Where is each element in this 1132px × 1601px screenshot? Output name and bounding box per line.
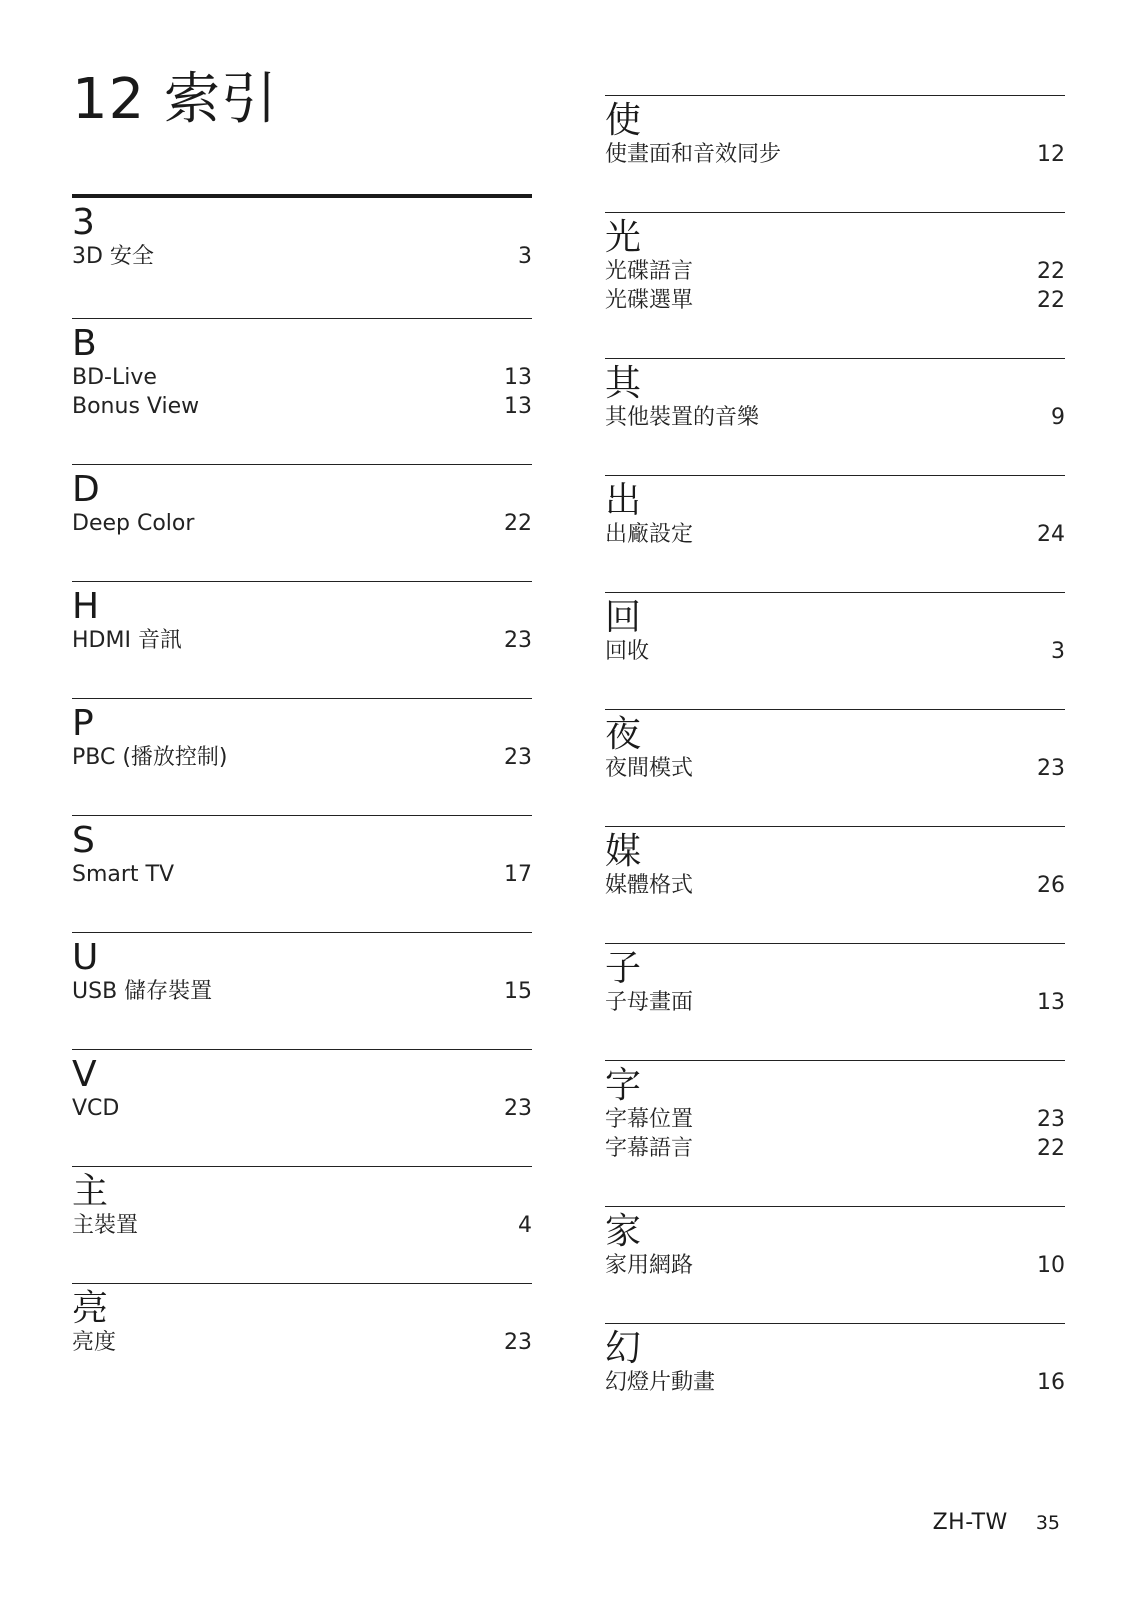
index-letter-heading: 光	[605, 217, 642, 258]
index-entry	[605, 1368, 1065, 1397]
index-letter-heading: U	[72, 937, 99, 978]
index-column-right	[605, 95, 1065, 1440]
index-entry-term: 回收	[605, 639, 650, 664]
index-entry	[72, 509, 532, 538]
index-entry-term: BD-Live	[72, 365, 157, 390]
index-section	[605, 1206, 1065, 1323]
index-entry-page: 23	[1037, 1107, 1065, 1132]
index-entry	[72, 860, 532, 889]
index-section	[605, 95, 1065, 212]
index-entry	[72, 743, 532, 772]
index-entry	[605, 1134, 1065, 1163]
index-entry-page: 13	[1037, 990, 1065, 1015]
index-entry-page: 12	[1037, 142, 1065, 167]
index-entry-term: 光碟語言	[605, 259, 694, 284]
index-letter-heading: 使	[605, 100, 642, 141]
index-entry-term: 字幕語言	[605, 1136, 694, 1161]
index-entry-page: 22	[1037, 288, 1065, 313]
page-title: 12 索引	[72, 67, 279, 132]
index-section	[605, 475, 1065, 592]
index-entry	[72, 392, 532, 421]
index-section	[72, 318, 532, 464]
index-entry-page: 13	[504, 365, 532, 390]
index-entry-page: 26	[1037, 873, 1065, 898]
index-entry-term: 夜間模式	[605, 756, 694, 781]
index-column-left	[72, 198, 532, 1400]
index-letter-heading: 幻	[605, 1328, 642, 1369]
index-section	[72, 1049, 532, 1166]
index-entry-term: 亮度	[72, 1330, 117, 1355]
index-letter-heading: 3	[72, 202, 95, 243]
index-entry-page: 22	[1037, 259, 1065, 284]
index-entry	[605, 286, 1065, 315]
index-entry-term: USB 儲存裝置	[72, 979, 213, 1004]
index-entry-term: 出廠設定	[605, 522, 694, 547]
index-entry	[72, 977, 532, 1006]
index-entry-page: 16	[1037, 1370, 1065, 1395]
index-letter-heading: 其	[605, 363, 642, 404]
index-entry-term: VCD	[72, 1096, 120, 1121]
index-letter-heading: H	[72, 586, 100, 627]
index-entry	[605, 637, 1065, 666]
index-entry	[605, 140, 1065, 169]
index-entry-term: 媒體格式	[605, 873, 694, 898]
index-entry	[72, 1328, 532, 1357]
index-entry-term: 主裝置	[72, 1213, 139, 1238]
index-letter-heading: B	[72, 323, 97, 364]
index-section	[72, 581, 532, 698]
index-entry-term: 子母畫面	[605, 990, 694, 1015]
footer-language-code: ZH-TW	[932, 1510, 1008, 1535]
index-letter-heading: 回	[605, 597, 642, 638]
index-entry-page: 13	[504, 394, 532, 419]
index-entry-term: Bonus View	[72, 394, 200, 419]
index-letter-heading: 子	[605, 948, 642, 989]
index-section	[605, 826, 1065, 943]
index-entry	[72, 626, 532, 655]
index-entry-term: 家用網路	[605, 1253, 694, 1278]
index-section	[72, 464, 532, 581]
index-entry-term: 3D 安全	[72, 244, 154, 269]
index-entry-term: PBC (播放控制)	[72, 745, 228, 770]
index-section	[605, 1060, 1065, 1206]
index-entry	[605, 1251, 1065, 1280]
index-section	[605, 709, 1065, 826]
index-letter-heading: D	[72, 469, 100, 510]
index-entry-page: 23	[504, 745, 532, 770]
index-entry	[605, 871, 1065, 900]
index-section	[72, 932, 532, 1049]
index-entry-term: Deep Color	[72, 511, 195, 536]
index-entry-term: 光碟選單	[605, 288, 694, 313]
index-section	[605, 592, 1065, 709]
index-letter-heading: 夜	[605, 714, 642, 755]
index-entry	[72, 242, 532, 271]
index-entry-page: 9	[1051, 405, 1065, 430]
index-entry	[605, 257, 1065, 286]
index-entry-page: 23	[504, 628, 532, 653]
index-entry-term: 使畫面和音效同步	[605, 142, 782, 167]
index-letter-heading: S	[72, 820, 95, 861]
index-entry-term: 其他裝置的音樂	[605, 405, 760, 430]
index-entry	[605, 520, 1065, 549]
index-entry-page: 15	[504, 979, 532, 1004]
index-section	[72, 204, 532, 318]
index-entry-term: Smart TV	[72, 862, 175, 887]
page-footer	[933, 1510, 1060, 1535]
index-entry-page: 22	[504, 511, 532, 536]
index-entry-page: 23	[1037, 756, 1065, 781]
index-entry-term: 幻燈片動畫	[605, 1370, 716, 1395]
index-entry	[72, 363, 532, 392]
index-section	[605, 1323, 1065, 1440]
index-entry	[605, 403, 1065, 432]
index-entry-term: 字幕位置	[605, 1107, 694, 1132]
index-letter-heading: 主	[72, 1171, 109, 1212]
index-section	[72, 815, 532, 932]
footer-page-number: 35	[1035, 1512, 1060, 1534]
index-section	[72, 1166, 532, 1283]
index-letter-heading: 家	[605, 1211, 642, 1252]
index-entry-page: 17	[504, 862, 532, 887]
index-entry-page: 22	[1037, 1136, 1065, 1161]
index-entry-page: 23	[504, 1330, 532, 1355]
index-letter-heading: V	[72, 1054, 97, 1095]
index-letter-heading: 亮	[72, 1288, 109, 1329]
index-letter-heading: 出	[605, 480, 642, 521]
index-entry-page: 24	[1037, 522, 1065, 547]
index-entry-page: 3	[1051, 639, 1065, 664]
index-letter-heading: P	[72, 703, 94, 744]
index-letter-heading: 媒	[605, 831, 642, 872]
index-entry-term: HDMI 音訊	[72, 628, 182, 653]
index-entry-page: 23	[504, 1096, 532, 1121]
index-entry-page: 4	[518, 1213, 532, 1238]
index-entry	[605, 754, 1065, 783]
index-entry-page: 10	[1037, 1253, 1065, 1278]
index-entry	[605, 1105, 1065, 1134]
index-entry	[72, 1211, 532, 1240]
index-section	[605, 212, 1065, 358]
index-section	[605, 358, 1065, 475]
index-section	[72, 1283, 532, 1400]
index-section	[605, 943, 1065, 1060]
index-entry-page: 3	[518, 244, 532, 269]
index-letter-heading: 字	[605, 1065, 642, 1106]
index-entry	[72, 1094, 532, 1123]
index-section	[72, 698, 532, 815]
index-entry	[605, 988, 1065, 1017]
